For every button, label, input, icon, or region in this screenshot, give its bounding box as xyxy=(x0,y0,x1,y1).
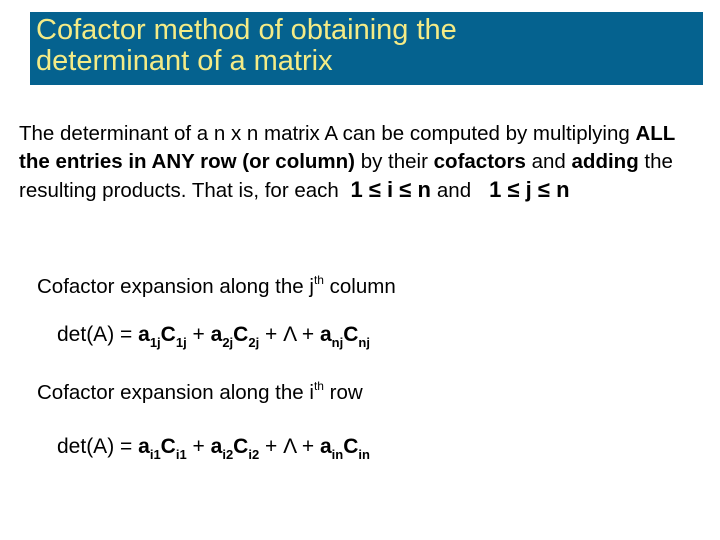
formula-row-ellipsis: Λ xyxy=(283,435,297,458)
para-bold-1: ALL the entries in ANY row (or column) xyxy=(19,122,675,173)
row-expansion-heading xyxy=(37,373,363,406)
condition-j: 1 ≤ j ≤ n xyxy=(489,177,570,202)
col-heading-sup: th xyxy=(313,273,324,287)
formula-col-plus-1: + xyxy=(192,323,205,346)
formula-row-plus-3: + xyxy=(301,435,315,458)
formula-col-ellipsis: Λ xyxy=(283,323,297,346)
col-heading-text: Cofactor expansion along the j xyxy=(37,275,314,298)
para-bold-2: cofactors xyxy=(433,150,526,173)
title-line-1: Cofactor method of obtaining the xyxy=(36,14,457,46)
formula-row-a1-sub: i1 xyxy=(149,447,161,462)
formula-col-c2: C xyxy=(233,323,249,346)
formula-col-a2-sub: 2j xyxy=(222,335,234,350)
column-expansion-heading xyxy=(37,267,396,300)
para-text-1: The determinant of a n x n matrix A can be computed by multiplying xyxy=(19,122,636,145)
col-heading-post: column xyxy=(323,275,396,298)
formula-row-eq: = xyxy=(120,435,133,458)
formula-row-cn: C xyxy=(343,435,359,458)
formula-col-a1-sub: 1j xyxy=(149,335,161,350)
slide-title xyxy=(36,15,696,77)
formula-row-c1-sub: i1 xyxy=(175,447,187,462)
formula-row-a2-sub: i2 xyxy=(222,447,234,462)
column-expansion-formula xyxy=(57,322,370,356)
formula-col-c2-sub: 2j xyxy=(248,335,260,350)
formula-col-a1: a xyxy=(138,323,150,346)
formula-row-an-sub: in xyxy=(331,447,344,462)
para-text-2: by their xyxy=(355,150,434,173)
and-word: and xyxy=(436,179,472,202)
formula-row-a2: a xyxy=(210,435,223,458)
formula-col-eq: = xyxy=(120,323,133,346)
para-bold-3: adding xyxy=(571,150,639,173)
formula-col-plus-2: + xyxy=(265,323,278,346)
formula-col-a2: a xyxy=(210,323,223,346)
formula-col-an: a xyxy=(319,323,332,346)
para-text-3: and xyxy=(525,150,572,173)
formula-col-cn-sub: nj xyxy=(358,335,370,350)
formula-row-plus-1: + xyxy=(192,435,205,458)
formula-row-a1: a xyxy=(138,435,150,458)
formula-row-c2-sub: i2 xyxy=(248,447,260,462)
formula-col-lhs: det(A) xyxy=(57,323,115,346)
formula-col-plus-3: + xyxy=(301,323,315,346)
para-text-4: the resulting products. That is, for each xyxy=(19,150,673,202)
row-heading-post: row xyxy=(323,381,363,404)
formula-row-lhs: det(A) xyxy=(57,435,115,458)
formula-col-c1-sub: 1j xyxy=(175,335,187,350)
row-heading-text: Cofactor expansion along the i xyxy=(37,381,314,404)
title-line-2: determinant of a matrix xyxy=(36,45,333,77)
formula-row-cn-sub: in xyxy=(358,447,370,462)
formula-row-plus-2: + xyxy=(265,435,278,458)
formula-row-c1: C xyxy=(160,435,176,458)
definition-paragraph xyxy=(19,120,709,205)
formula-row-an: a xyxy=(319,435,332,458)
formula-row-c2: C xyxy=(233,435,249,458)
formula-col-an-sub: nj xyxy=(331,335,344,350)
condition-i: 1 ≤ i ≤ n xyxy=(350,177,431,202)
formula-col-cn: C xyxy=(343,323,359,346)
formula-col-c1: C xyxy=(160,323,176,346)
row-expansion-formula xyxy=(57,434,370,468)
row-heading-sup: th xyxy=(313,379,324,393)
